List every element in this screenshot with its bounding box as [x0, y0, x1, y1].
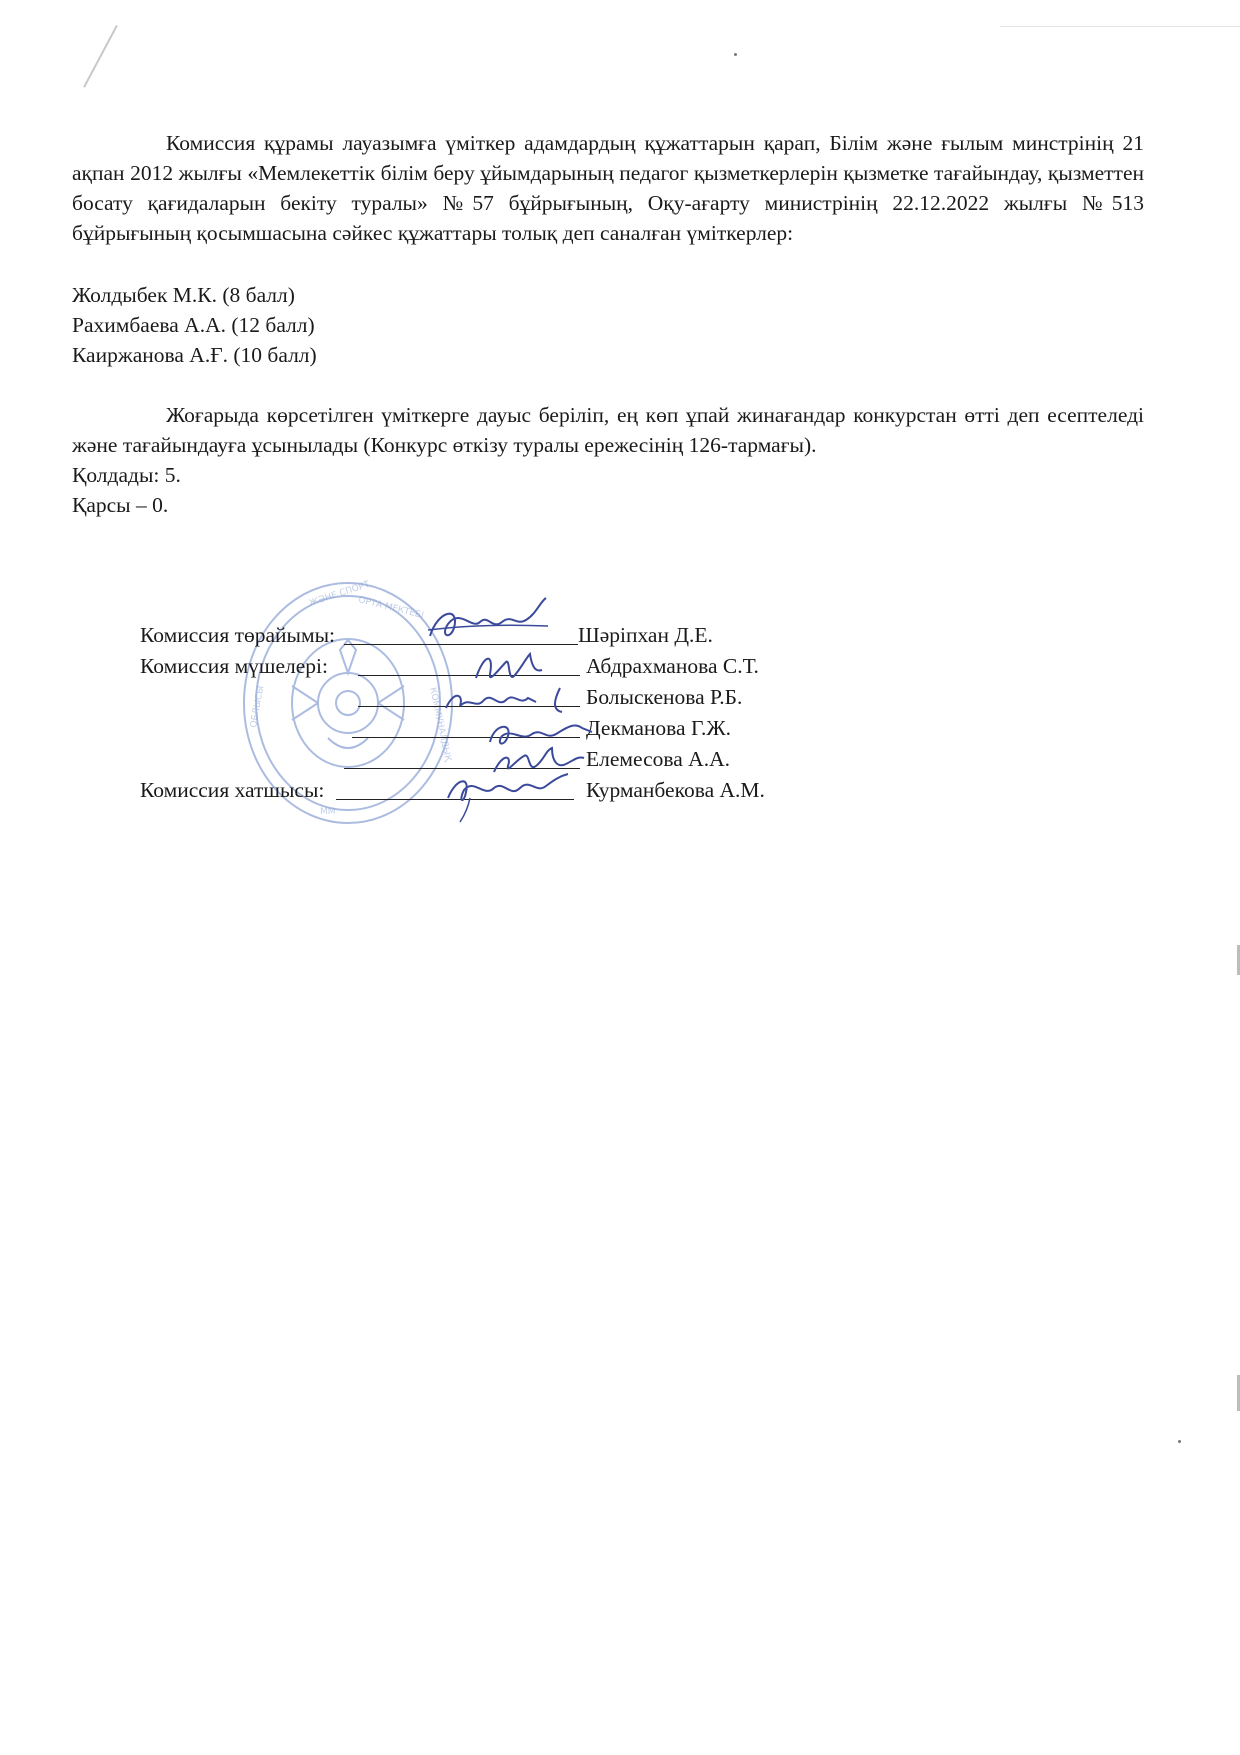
member-name: Абдрахманова С.Т. — [586, 654, 759, 678]
document-body — [72, 128, 1144, 520]
candidate-item: Жолдыбек М.К. (8 балл) — [72, 283, 295, 307]
secretary-label: Комиссия хатшысы: — [140, 778, 325, 802]
members-label: Комиссия мүшелері: — [140, 654, 328, 678]
paragraph-decision: Жоғарыда көрсетілген үміткерге дауыс беріліп, ең көп ұпай жинағандар конкурстан өтті деп есептеледі және тағайындауға ұсынылады (Конкурс өткізу туралы ережесінің 126-тармағы). — [72, 403, 1144, 457]
votes-against: Қарсы – 0. — [72, 493, 169, 517]
svg-text:ММ: ММ — [320, 807, 336, 817]
scan-artifact-line — [83, 25, 118, 88]
candidate-item: Каиржанова А.Ғ. (10 балл) — [72, 343, 317, 367]
svg-text:ОБЛЫСЫ: ОБЛЫСЫ — [249, 685, 267, 729]
member-name: Декманова Г.Ж. — [586, 716, 731, 740]
member-name: Елемесова А.А. — [586, 747, 730, 771]
svg-text:ЖӘНЕ СПОРТ: ЖӘНЕ СПОРТ — [307, 579, 371, 609]
paragraph-commission-review: Комиссия құрамы лауазымға үміткер адамдардың құжаттарын қарап, Білім және ғылым минстрінің 21 ақпан 2012 жылғы «Мемлекеттік білім беру ұйымдарының педагог қызметкерлерін қызметке тағайындау, қызметтен босату қағидаларын бекіту туралы» №57 бұйрығының, Оқу-ағарту министрінің 22.12.2022 жылғы №513 бұйрығының қосымшасына сәйкес құжаттары толық деп саналған үміткерлер: — [72, 131, 1144, 245]
candidates-list — [72, 280, 1144, 370]
votes-for: Қолдады: 5. — [72, 463, 181, 487]
secretary-signature-image — [440, 768, 580, 824]
scan-edge-top — [1000, 26, 1240, 27]
svg-text:ОРТА МЕКТЕБІ: ОРТА МЕКТЕБІ — [357, 595, 425, 622]
chair-signature-image — [420, 596, 560, 652]
secretary-name: Курманбекова А.М. — [586, 778, 765, 802]
chair-label: Комиссия төрайымы: — [140, 623, 335, 647]
svg-text:КОММУНАЛДЫҚ: КОММУНАЛДЫҚ — [427, 686, 453, 763]
candidate-item: Рахимбаева А.А. (12 балл) — [72, 313, 315, 337]
scan-speck — [734, 53, 737, 56]
member-name: Болыскенова Р.Б. — [586, 685, 743, 709]
scan-speck — [1178, 1440, 1181, 1443]
chair-name: Шәріпхан Д.Е. — [578, 623, 713, 647]
